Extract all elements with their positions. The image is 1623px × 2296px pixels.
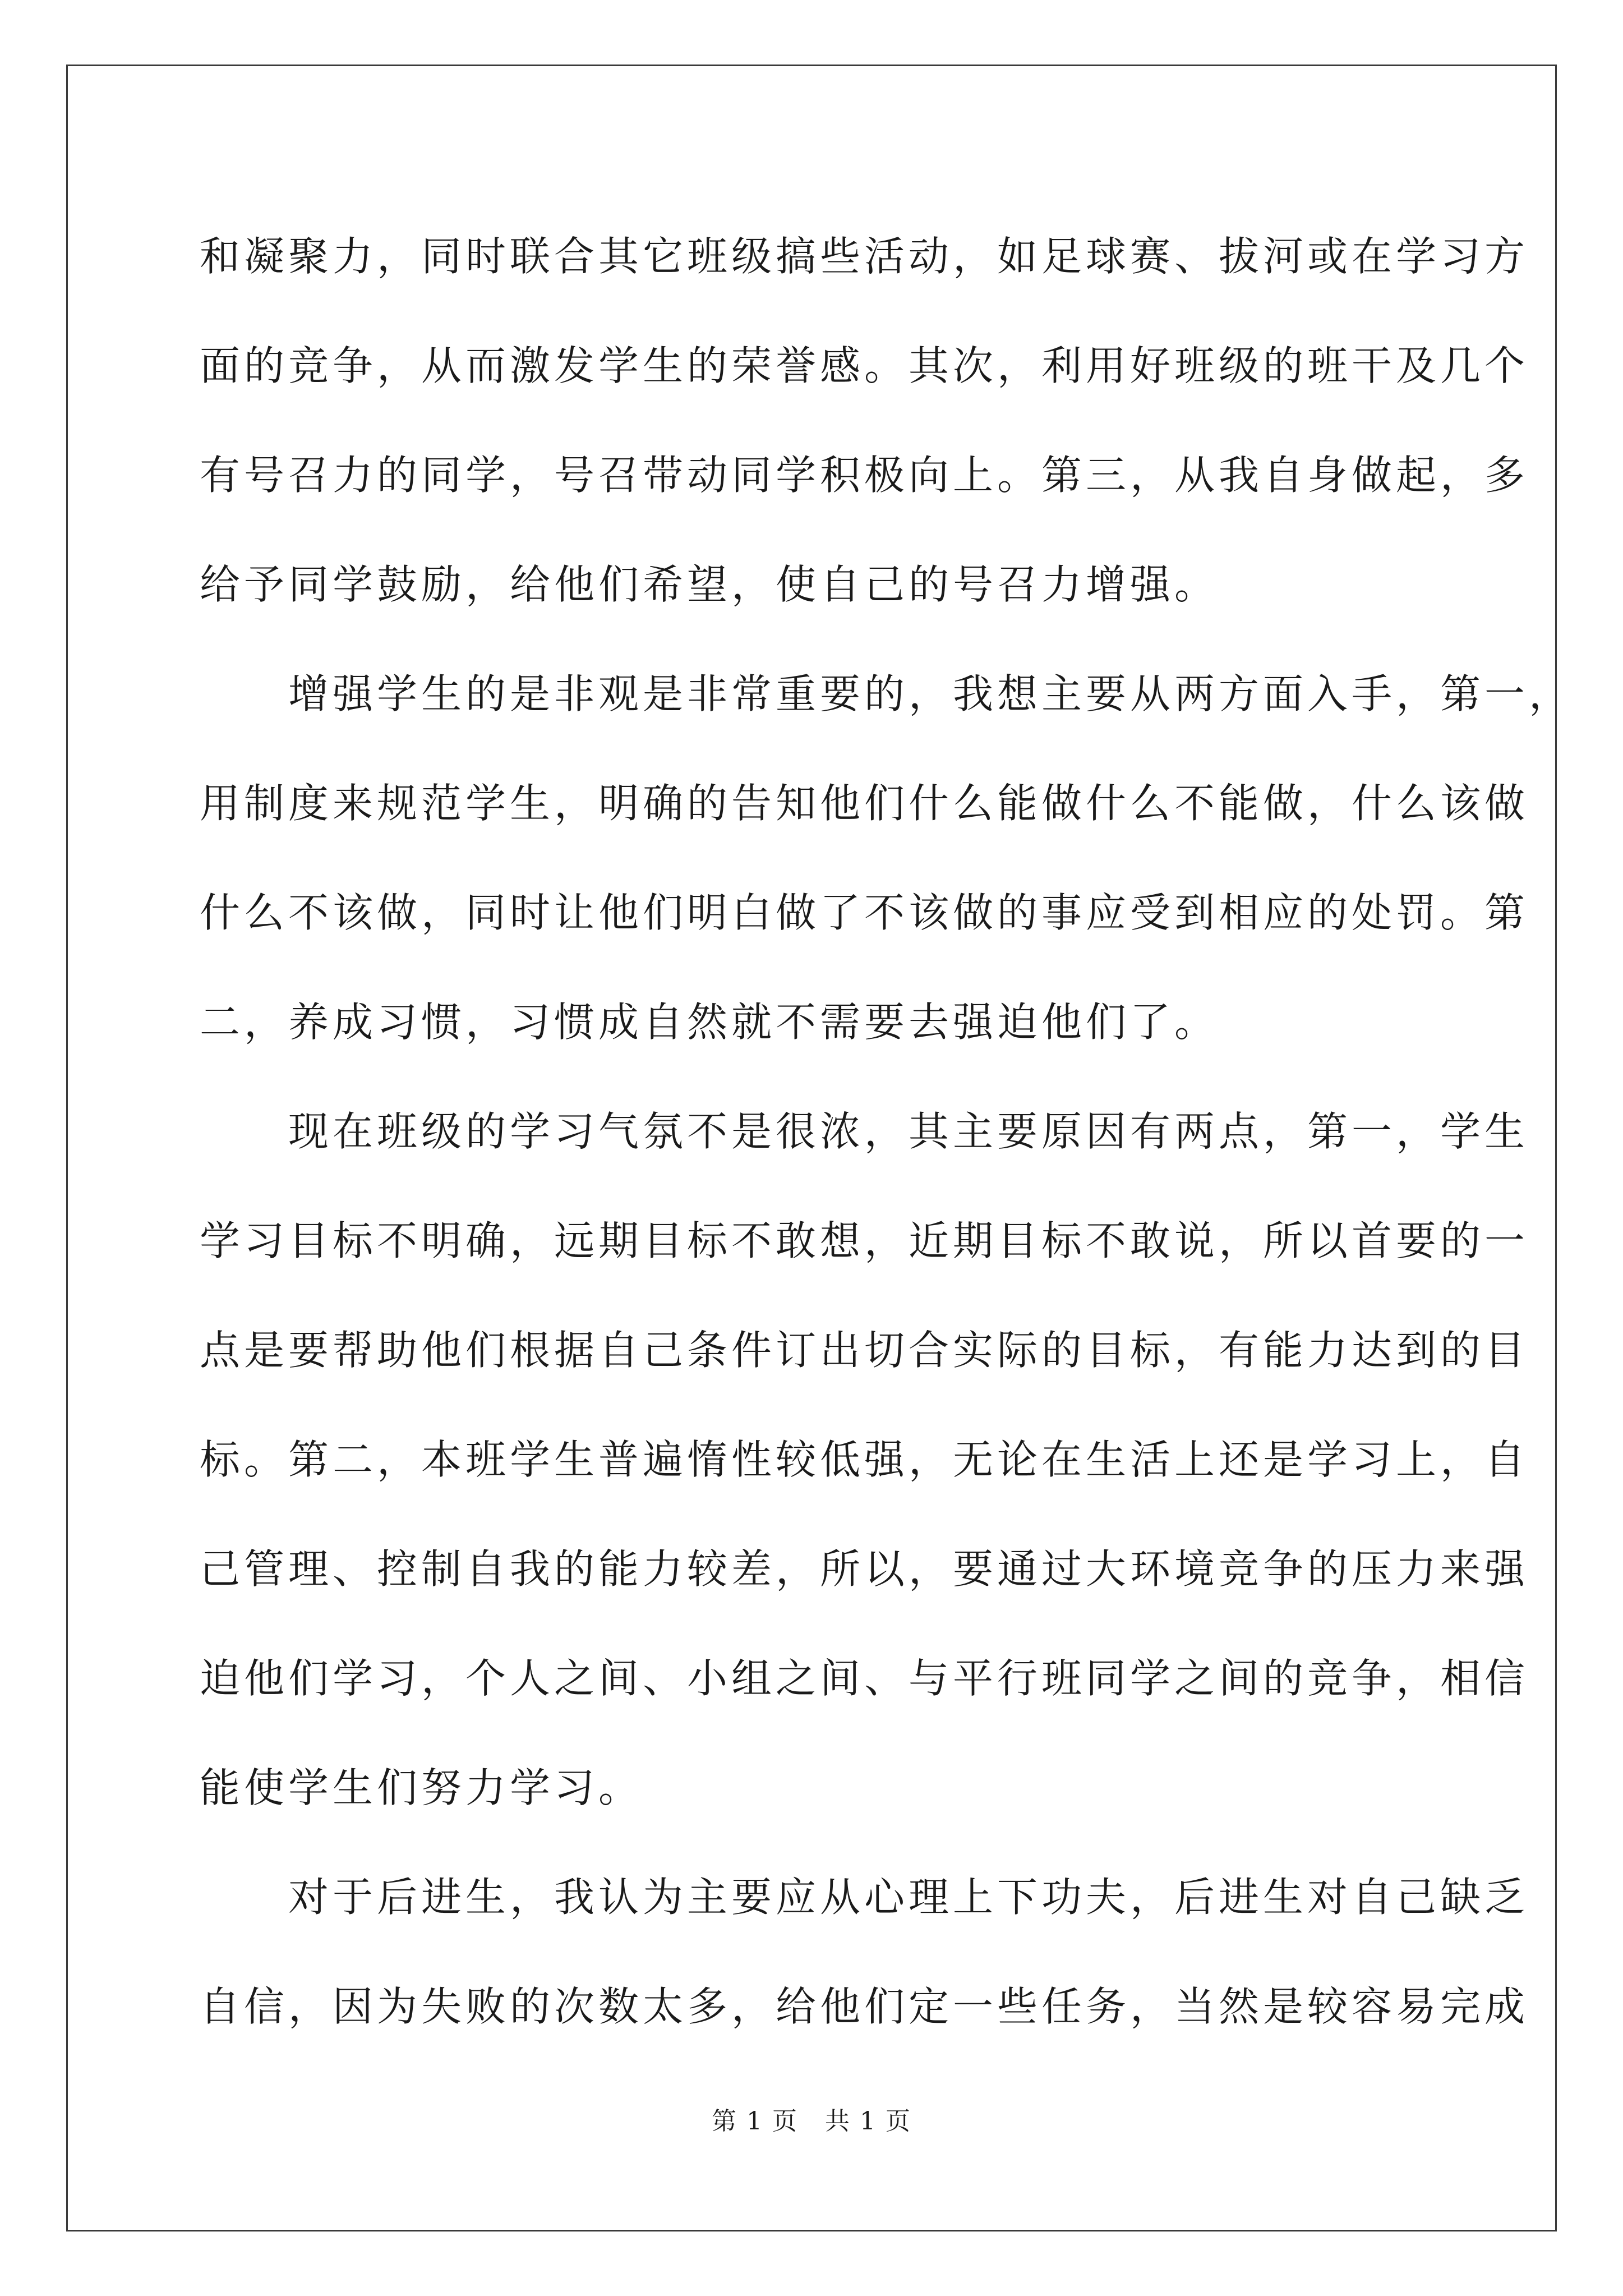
text-line: 点是要帮助他们根据自己条件订出切合实际的目标，有能力达到的目 — [200, 1327, 1529, 1374]
text-line: 能使学生们努力学习。 — [200, 1764, 643, 1811]
text-line: 迫他们学习，个人之间、小组之间、与平行班同学之间的竞争，相信 — [200, 1655, 1529, 1702]
text-line: 什么不该做，同时让他们明白做了不该做的事应受到相应的处罚。第 — [200, 889, 1529, 936]
text-line: 增强学生的是非观是非常重要的，我想主要从两方面入手，第一， — [288, 670, 1574, 717]
page-footer — [0, 2101, 1623, 2137]
page-number-current: 第 1 页 — [712, 2107, 798, 2136]
document-body — [200, 202, 1574, 2062]
text-line: 给予同学鼓励，给他们希望，使自己的号召力增强。 — [200, 561, 1219, 608]
text-line: 和凝聚力，同时联合其它班级搞些活动，如足球赛、拔河或在学习方 — [200, 233, 1529, 280]
text-line: 学习目标不明确，远期目标不敢想，近期目标不敢说，所以首要的一 — [200, 1217, 1529, 1264]
text-line: 有号召力的同学，号召带动同学积极向上。第三，从我自身做起，多 — [200, 452, 1529, 499]
text-line: 面的竞争，从而激发学生的荣誉感。其次，利用好班级的班干及几个 — [200, 342, 1529, 389]
text-line: 现在班级的学习气氛不是很浓，其主要原因有两点，第一，学生 — [288, 1108, 1529, 1155]
text-line: 己管理、控制自我的能力较差，所以，要通过大环境竞争的压力来强 — [200, 1545, 1529, 1593]
text-line: 自信，因为失败的次数太多，给他们定一些任务，当然是较容易完成 — [200, 1983, 1529, 2030]
text-line: 用制度来规范学生，明确的告知他们什么能做什么不能做，什么该做 — [200, 780, 1529, 827]
text-line: 标。第二，本班学生普遍惰性较低强，无论在生活上还是学习上，自 — [200, 1436, 1529, 1483]
page-number-total: 共 1 页 — [825, 2107, 911, 2136]
text-line: 对于后进生，我认为主要应从心理上下功夫，后进生对自己缺乏 — [288, 1874, 1529, 1921]
text-line: 二，养成习惯，习惯成自然就不需要去强迫他们了。 — [200, 999, 1219, 1046]
